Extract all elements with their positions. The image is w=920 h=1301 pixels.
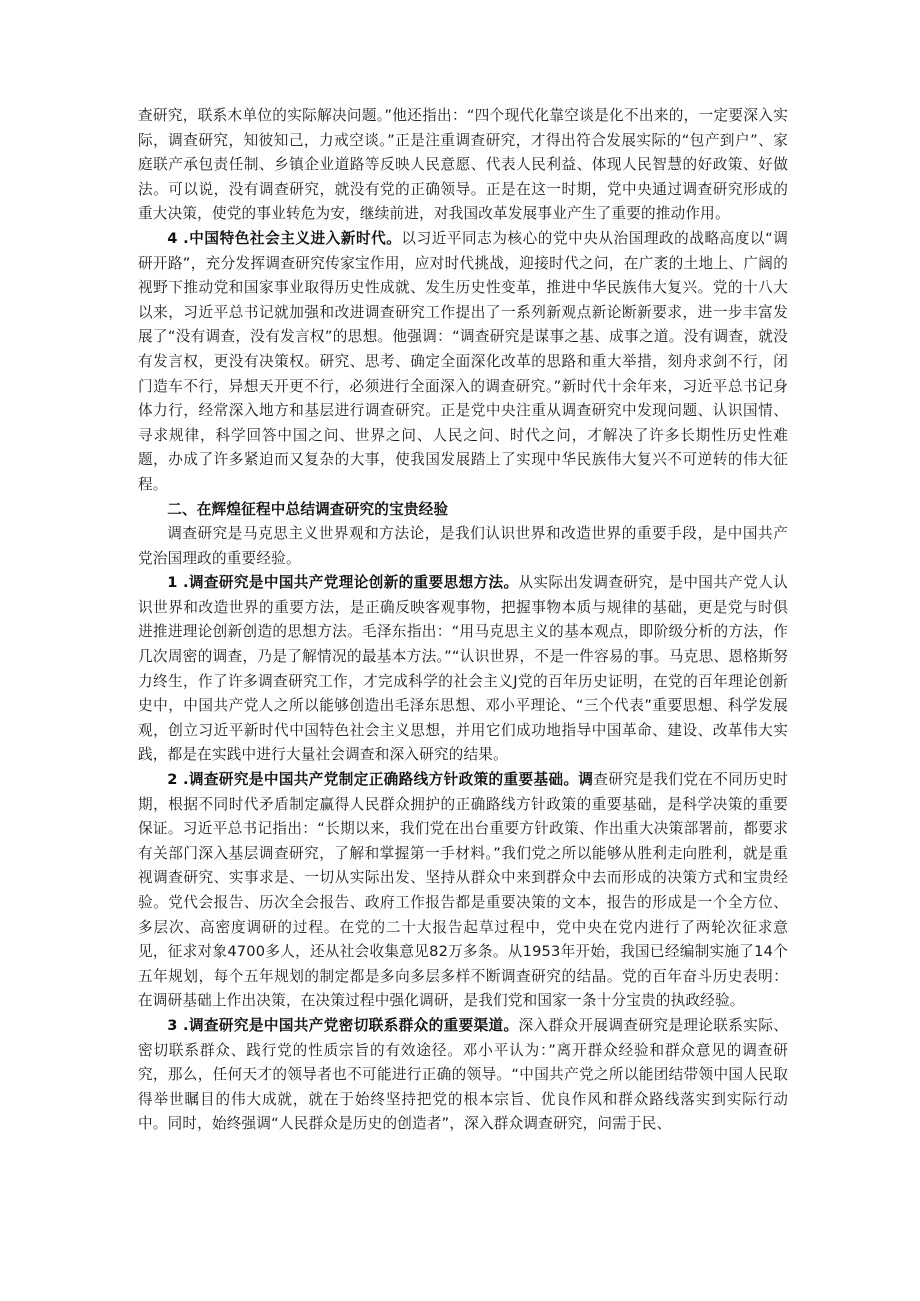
section-title: 二、在辉煌征程中总结调查研究的宝贵经验 xyxy=(167,500,449,518)
paragraph-heading-theory-innovation: 1 .调查研究是中国共产党理论创新的重要思想方法。 xyxy=(167,574,519,592)
paragraph-new-era xyxy=(138,227,788,498)
paragraph-heading-new-era: 4 .中国特色社会主义进入新时代。 xyxy=(167,229,402,247)
paragraph-text-new-era: 以习近平同志为核心的党中央从治国理政的战略高度以“调研开路”，充分发挥调查研究传家宝作用，应对时代挑战，迎接时代之问，在广袤的土地上、广阔的视野下推动党和国家事业取得历史性成就、发生历史性变革，推进中华民族伟大复兴。党的十八大以来，习近平总书记就加强和改进调查研究工作提出了一系列新观点新论断新要求，进一步丰富发展了“没有调查，没有发言权”的思想。他强调：“调查研究是谋事之基、成事之道。没有调查，就没有发言权，更没有决策权。研究、思考、确定全面深化改革的思路和重大举措，刻舟求剑不行，闭门造车不行，异想天开更不行，必须进行全面深入的调查研究。”新时代十余年来，习近平总书记身体力行，经常深入地方和基层进行调查研究。正是党中央注重从调查研究中发现问题、认识国情、寻求规律，科学回答中国之问、世界之问、人民之问、时代之问，才解决了许多长期性历史性难题，办成了许多紧迫而又复杂的大事，使我国发展踏上了实现中华民族伟大复兴不可逆转的伟大征程。 xyxy=(138,229,788,493)
paragraph-text-theory-innovation: 从实际出发调查研究，是中国共产党人认识世界和改造世界的重要方法，是正确反映客观事物，把握事物本质与规律的基础，更是党与时俱进推进理论创新创造的思想方法。毛泽东指出：“用马克思主义的基本观点，即阶级分析的方法，作几次周密的调查，乃是了解情况的最基本方法。”“认识世界，不是一件容易的事。马克思、恩格斯努力终生，作了许多调查研究工作，才完成科学的社会主义J党的百年历史证明，在党的百年理论创新史中，中国共产党人之所以能够创造出毛泽东思想、邓小平理论、“三个代表”重要思想、科学发展观，创立习近平新时代中国特色社会主义思想，并用它们成功地指导中国革命、建设、改革伟大实践，都是在实践中进行大量社会调查和深入研究的结果。 xyxy=(138,574,789,764)
document-body xyxy=(138,104,788,1137)
paragraph-continuation: 查研究，联系木单位的实际解决问题。”他还指出：“四个现代化靠空谈是化不出来的，一定要深入实际，调查研究，知彼知己，力戒空谈。”正是注重调查研究，才得出符合发展实际的“包产到户”、家庭联产承包责任制、乡镇企业道路等反映人民意愿、代表人民利益、体现人民智慧的好政策、好做法。可以说，没有调查研究，就没有党的正确领导。正是在这一时期，党中央通过调查研究形成的重大决策，使党的事业转危为安，继续前进，对我国改革发展事业产生了重要的推动作用。 xyxy=(138,107,788,223)
paragraph-policy-basis xyxy=(138,768,788,1014)
paragraph-mass-line xyxy=(138,1014,788,1137)
paragraph-theory-innovation xyxy=(138,571,788,768)
paragraph-intro: 调查研究是马克思主义世界观和方法论，是我们认识世界和改造世界的重要手段，是中国共产党治国理政的重要经验。 xyxy=(138,525,788,567)
paragraph-heading-policy-basis: 2 .调查研究是中国共产党制定正确路线方针政策的重要基础。调 xyxy=(167,771,594,789)
paragraph-heading-mass-line: 3 .调查研究是中国共产党密切联系群众的重要渠道。 xyxy=(167,1016,519,1034)
paragraph-text-mass-line: 深入群众开展调查研究是理论联系实际、密切联系群众、践行党的性质宗旨的有效途径。邓小平认为：”离开群众经验和群众意见的调查研究，那么，任何天才的领导者也不可能进行正确的领导。“中国共产党之所以能团结带领中国人民取得举世瞩目的伟大成就，就在于始终坚持把党的根本宗旨、优良作风和群众路线落实到实际行动中。同时，始终强调“人民群众是历史的创造者”，深入群众调查研究，问需于民、 xyxy=(138,1016,789,1133)
paragraph-text-policy-basis: 查研究是我们党在不同历史时期，根据不同时代矛盾制定赢得人民群众拥护的正确路线方针政策的重要基础，是科学决策的重要保证。习近平总书记指出：“长期以来，我们党在出台重要方针政策、作出重大决策部署前，都要求有关部门深入基层调查研究，了解和掌握第一手材料。”我们党之所以能够从胜利走向胜利，就是重视调查研究、实事求是、一切从实际出发、坚持从群众中来到群众中去而形成的决策方式和宝贵经验。党代会报告、历次全会报告、政府工作报告都是重要决策的文本，报告的形成是一个全方位、多层次、高密度调研的过程。在党的二十大报告起草过程中，党中央在党内进行了两轮次征求意见，征求对象4700多人，还从社会收集意见82万多条。从1953年开始，我国已经编制实施了14个五年规划，每个五年规划的制定都是多向多层多样不断调查研究的结晶。党的百年奋斗历史表明：在调研基础上作出决策，在决策过程中强化调研，是我们党和国家一条十分宝贵的执政经验。 xyxy=(138,771,788,1010)
